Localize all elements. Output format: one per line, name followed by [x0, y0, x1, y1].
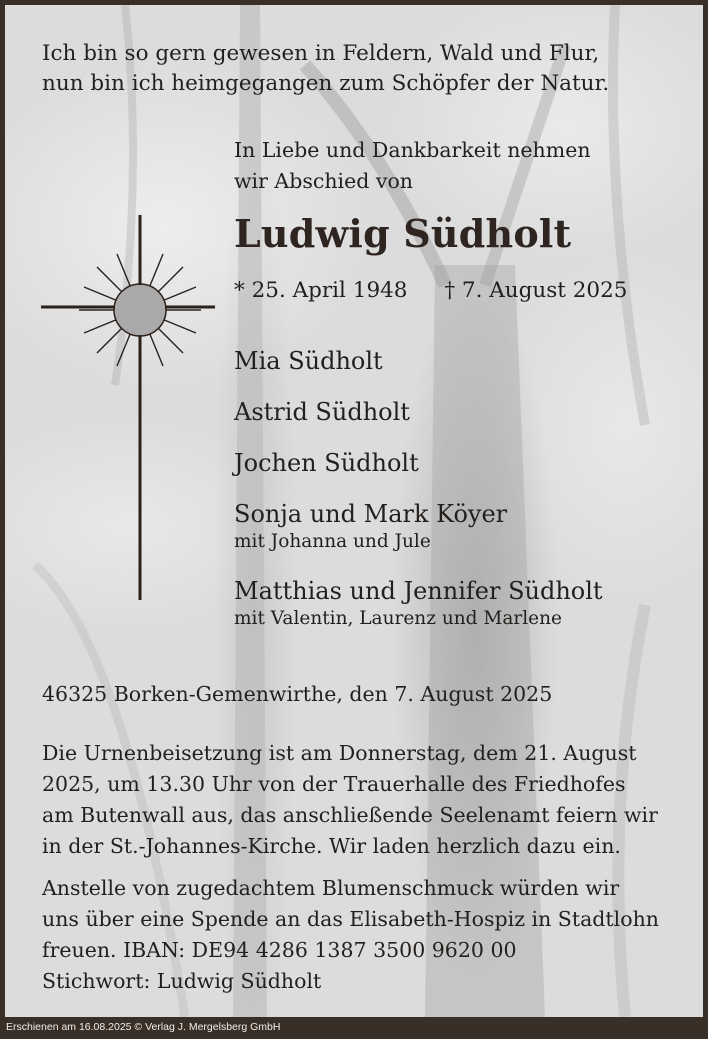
- cross-sun-icon: [35, 210, 215, 605]
- family-member: Matthias und Jennifer Südholt: [234, 577, 603, 605]
- burial-line: in der St.-Johannes-Kirche. Wir laden herzlich dazu ein.: [42, 834, 621, 858]
- donation-line: Stichwort: Ludwig Südholt: [42, 969, 322, 993]
- intro-text: [234, 135, 591, 197]
- place-date: 46325 Borken-Gemenwirthe, den 7. August 2025: [42, 682, 553, 706]
- family-member: Mia Südholt: [234, 347, 383, 375]
- burial-line: am Butenwall aus, das anschließende Seelenamt feiern wir: [42, 803, 658, 827]
- obituary-card: [5, 5, 703, 1017]
- intro-line-2: wir Abschied von: [234, 169, 414, 193]
- death-date: † 7. August 2025: [444, 278, 628, 303]
- family-member-children: mit Valentin, Laurenz und Marlene: [234, 608, 562, 629]
- poem-line-2: nun bin ich heimgegangen zum Schöpfer der Natur.: [42, 71, 610, 96]
- publication-footer: Erschienen am 16.08.2025 © Verlag J. Mergelsberg GmbH: [6, 1021, 281, 1033]
- family-list: [234, 346, 603, 631]
- intro-line-1: In Liebe und Dankbarkeit nehmen: [234, 138, 591, 162]
- poem-line-1: Ich bin so gern gewesen in Feldern, Wald und Flur,: [42, 41, 600, 66]
- family-member: Jochen Südholt: [234, 449, 419, 477]
- burial-line: 2025, um 13.30 Uhr von der Trauerhalle des Friedhofes: [42, 772, 626, 796]
- poem: [42, 39, 609, 99]
- donation-line: uns über eine Spende an das Elisabeth-Hospiz in Stadtlohn: [42, 907, 659, 931]
- burial-line: Die Urnenbeisetzung ist am Donnerstag, dem 21. August: [42, 741, 637, 765]
- family-member-children: mit Johanna und Jule: [234, 531, 431, 552]
- deceased-name: Ludwig Südholt: [234, 211, 572, 256]
- family-member: Sonja und Mark Köyer: [234, 500, 508, 528]
- donation-line: Anstelle von zugedachtem Blumenschmuck würden wir: [42, 876, 620, 900]
- birth-date: * 25. April 1948: [234, 278, 408, 303]
- burial-info: [42, 738, 658, 862]
- donation-info: [42, 873, 659, 997]
- life-dates: [234, 278, 627, 303]
- donation-line: freuen. IBAN: DE94 4286 1387 3500 9620 00: [42, 938, 517, 962]
- family-member: Astrid Südholt: [234, 398, 410, 426]
